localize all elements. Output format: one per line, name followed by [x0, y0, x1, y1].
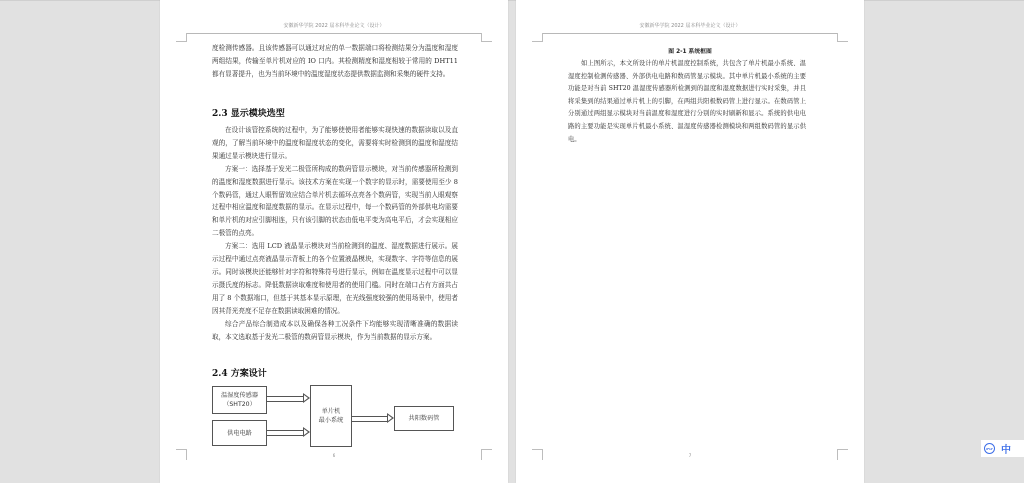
diagram-box-display — [394, 406, 454, 431]
section-heading-2-4: 2.4 方案设计 — [212, 369, 267, 379]
diagram-label: 温湿度传感器 — [220, 392, 259, 399]
diagram-box-sensor — [212, 386, 267, 414]
diagram-box-power — [212, 420, 267, 446]
paragraph-text: 如上图所示，本文所设计的单片机温度控制系统，共包含了单片机最小系统、温湿度控制检测传感器、外部供电电路和数码管显示模块。其中单片机最小系统的主要功能是对当前 SHT20 温湿度传感器所检测到的温度和湿度数据进行实时采集，并且将采集到的结果通过单片机上的引脚，在两组共阳极数码管上进行显示。在数码管上分别通过两组显示模块对当前温度和湿度进行分别的实时刷新和显示。系统的供电电路的主要功能是实现单片机最小系统、温湿度传感器检测模块和两组数码管的显示供电。 — [568, 60, 806, 143]
diagram-label: 供电电路 — [227, 429, 252, 437]
paragraph-text: 综合产品综合制造成本以及确保各种工况条件下均能够实现清晰准确的数据读取，本文选取基于发光二极管的数码管显示模块，作为当前数据的显示方案。 — [212, 319, 458, 341]
diagram-label: 最小系统 — [318, 417, 344, 424]
page-number: 7 — [688, 453, 692, 458]
section-heading-2-3: 2.3 显示模块选型 — [212, 109, 285, 119]
document-page-7 — [516, 0, 864, 483]
diagram-arrow — [267, 430, 303, 436]
diagram-box-mcu — [310, 385, 352, 447]
ime-status-bar[interactable] — [981, 440, 1024, 457]
page-number: 6 — [332, 453, 336, 458]
window-top-border — [0, 0, 1024, 1]
diagram-label: 共阳数码管 — [408, 415, 440, 422]
diagram-label: 单片机 — [321, 408, 341, 415]
diagram-label: （SHT20） — [223, 401, 256, 408]
paragraph-text: 方案二：选用 LCD 液晶显示模块对当前检测到的温度、湿度数据进行展示。展示过程中通过点亮液晶显示背板上的各个位置液晶模块，实现数字、字符等信息的展示。同时该模块还能够针对字符和特殊符号进行显示，例如在温度显示过程中可以显示摄氏度的标志。降低数据读取难度和使用者的使用门槛。同时在端口占有方面共占用了 8 个数据端口，但基于其基本显示原理，在光线强度较强的使用场景中，使用者因其背光亮度不足存在数据读取困难的情况。 — [212, 242, 458, 315]
header-rule — [186, 33, 482, 34]
paragraph-text: 度检测传感器。且该传感器可以通过对应的单一数据端口将检测结果分为温度和湿度两组结果，传输至单片机对应的 IO 口内。其检测精度和湿度相较于常用的 DHT11 都有显著提升，也为当前环境中的温度湿度状态提供数据监测和采集的硬件支持。 — [212, 44, 458, 78]
diagram-arrow — [352, 416, 387, 422]
ime-language-toggle[interactable]: 中 — [1001, 445, 1011, 456]
page-header: 安徽新华学院 2022 届本科毕业论文（设计） — [639, 23, 741, 29]
header-rule — [542, 33, 838, 34]
ime-logo-icon[interactable]: iFLY — [984, 443, 995, 454]
document-page-6 — [160, 0, 508, 483]
paragraph-text: 方案一：选择基于发光二极管所构成的数码管显示模块，对当前传感器所检测到的温度和湿度数据进行显示。该技术方案在实现一个数字的显示时，需要使用至少 8 个数码管，通过人眼暂留效应结合单片机去循环点亮各个数码管，实现当前人眼观察过程中相应温度和湿度数据的显示。在显示过程中，每一个数码管的外部供电均需要和单片机的对应引脚相连，只有该引脚的状态由低电平变为高电平后，才会实现相应二极管的点亮。 — [212, 164, 458, 238]
page-header: 安徽新华学院 2022 届本科毕业论文（设计） — [283, 23, 385, 29]
margin-corner-mark — [481, 33, 492, 42]
figure-caption: 图 2-1 系统框图 — [668, 49, 712, 55]
section-2-3-body — [212, 124, 458, 343]
body-paragraph — [568, 58, 806, 146]
margin-corner-mark — [532, 33, 543, 42]
diagram-arrow — [267, 396, 303, 402]
paragraph-text: 在设计该管控系统的过程中，为了能够使使用者能够实现快速的数据读取以及直观的，了解当前环境中的温度和湿度状态的变化，需要将实时检测到的温度和湿度结果通过显示模块进行显示。 — [212, 126, 458, 160]
margin-corner-mark — [176, 33, 187, 42]
margin-corner-mark — [837, 33, 848, 42]
body-paragraph — [212, 42, 458, 81]
